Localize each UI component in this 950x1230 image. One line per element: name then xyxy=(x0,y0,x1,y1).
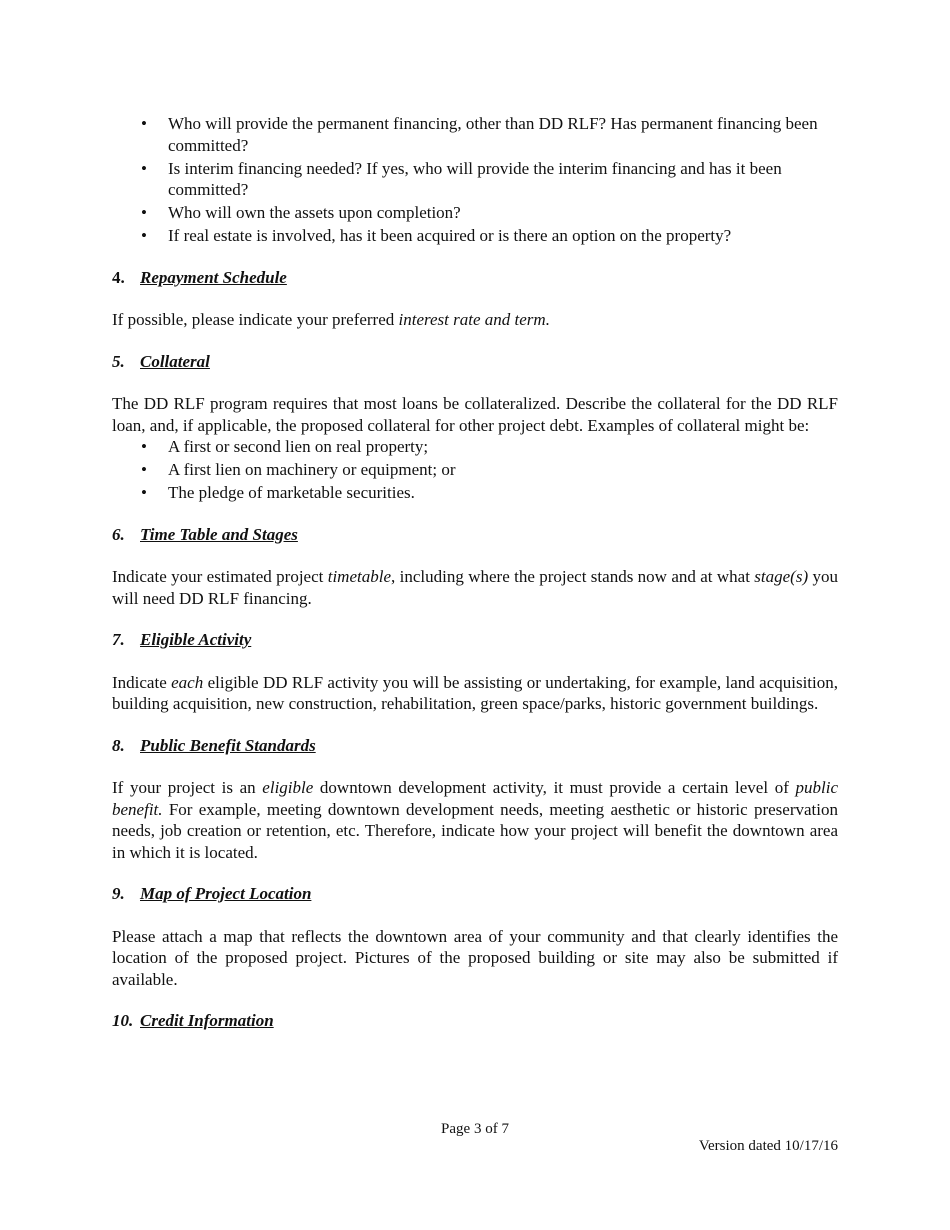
bullet-icon: • xyxy=(141,483,147,502)
section-body: The DD RLF program requires that most loans be collateralized. Describe the collateral for the DD RLF loan, and, if applicable, the proposed collateral for other project debt. Examples of collateral might be: xyxy=(112,394,838,435)
list-item: • Who will provide the permanent financing, other than DD RLF? Has permanent financing been committed? xyxy=(141,114,818,155)
section-heading-public-benefit xyxy=(112,735,838,757)
list-item: • The pledge of marketable securities. xyxy=(141,483,415,502)
section-number: 5. xyxy=(112,351,125,371)
section-body: Indicate each eligible DD RLF activity you will be assisting or undertaking, for example, land acquisition, building acquisition, new construction, rehabilitation, green space/parks, historic government buildings. xyxy=(112,672,839,713)
financing-questions-list xyxy=(112,113,838,247)
section-number: 8. xyxy=(112,735,125,755)
section-title: Public Benefit Standards xyxy=(140,735,316,755)
collateral-examples-list xyxy=(112,436,838,504)
list-item: • If real estate is involved, has it been acquired or is there an option on the property? xyxy=(141,226,732,245)
section-number: 7. xyxy=(112,630,125,649)
section-title: Time Table and Stages xyxy=(140,524,298,544)
section-title: Repayment Schedule xyxy=(140,267,287,287)
section-number: 9. xyxy=(112,884,125,903)
section-title: Eligible Activity xyxy=(140,630,252,649)
section-title: Map of Project Location xyxy=(140,884,312,903)
list-item: • Who will own the assets upon completion? xyxy=(141,203,461,222)
bullet-icon: • xyxy=(141,226,147,245)
section-body: Please attach a map that reflects the downtown area of your community and that clearly identifies the location of the proposed project. Pictures of the proposed building or site may also be submitted if available. xyxy=(112,926,838,989)
section-heading-collateral xyxy=(112,351,838,373)
bullet-icon: • xyxy=(141,158,147,178)
section-body: If your project is an eligible downtown development activity, it must provide a certain level of public benefit. For example, meeting downtown development needs, meeting aesthetic or historic preservation needs, job creation or retention, etc. Therefore, indicate how your project will benefit the downtown area in which it is located. xyxy=(112,778,838,862)
bullet-icon: • xyxy=(141,114,147,133)
section-title: Collateral xyxy=(140,351,210,371)
section-heading-time-table xyxy=(112,524,838,546)
section-number: 10. xyxy=(112,1011,134,1030)
page-number: Page 3 of 7 xyxy=(441,1121,509,1137)
section-heading-credit-information xyxy=(112,1010,838,1032)
section-title: Credit Information xyxy=(140,1011,274,1030)
section-heading-eligible-activity xyxy=(112,629,838,651)
section-heading-repayment-schedule xyxy=(112,267,838,289)
section-body: Indicate your estimated project timetable, including where the project stands now and at what stage(s) you will need DD RLF financing. xyxy=(112,567,838,608)
list-item: • Is interim financing needed? If yes, who will provide the interim financing and has it been committed? xyxy=(141,158,782,199)
version-date: Version dated 10/17/16 xyxy=(698,1138,838,1154)
document-page xyxy=(112,113,838,1032)
section-number: 4. xyxy=(112,267,125,287)
section-body: If possible, please indicate your preferred interest rate and term. xyxy=(112,310,550,329)
section-number: 6. xyxy=(112,524,125,544)
bullet-icon: • xyxy=(141,460,147,479)
bullet-icon: • xyxy=(141,203,147,222)
section-heading-map-location xyxy=(112,883,838,905)
bullet-icon: • xyxy=(141,437,147,456)
list-item: • A first or second lien on real property; xyxy=(141,437,429,456)
list-item: • A first lien on machinery or equipment; or xyxy=(141,460,456,479)
